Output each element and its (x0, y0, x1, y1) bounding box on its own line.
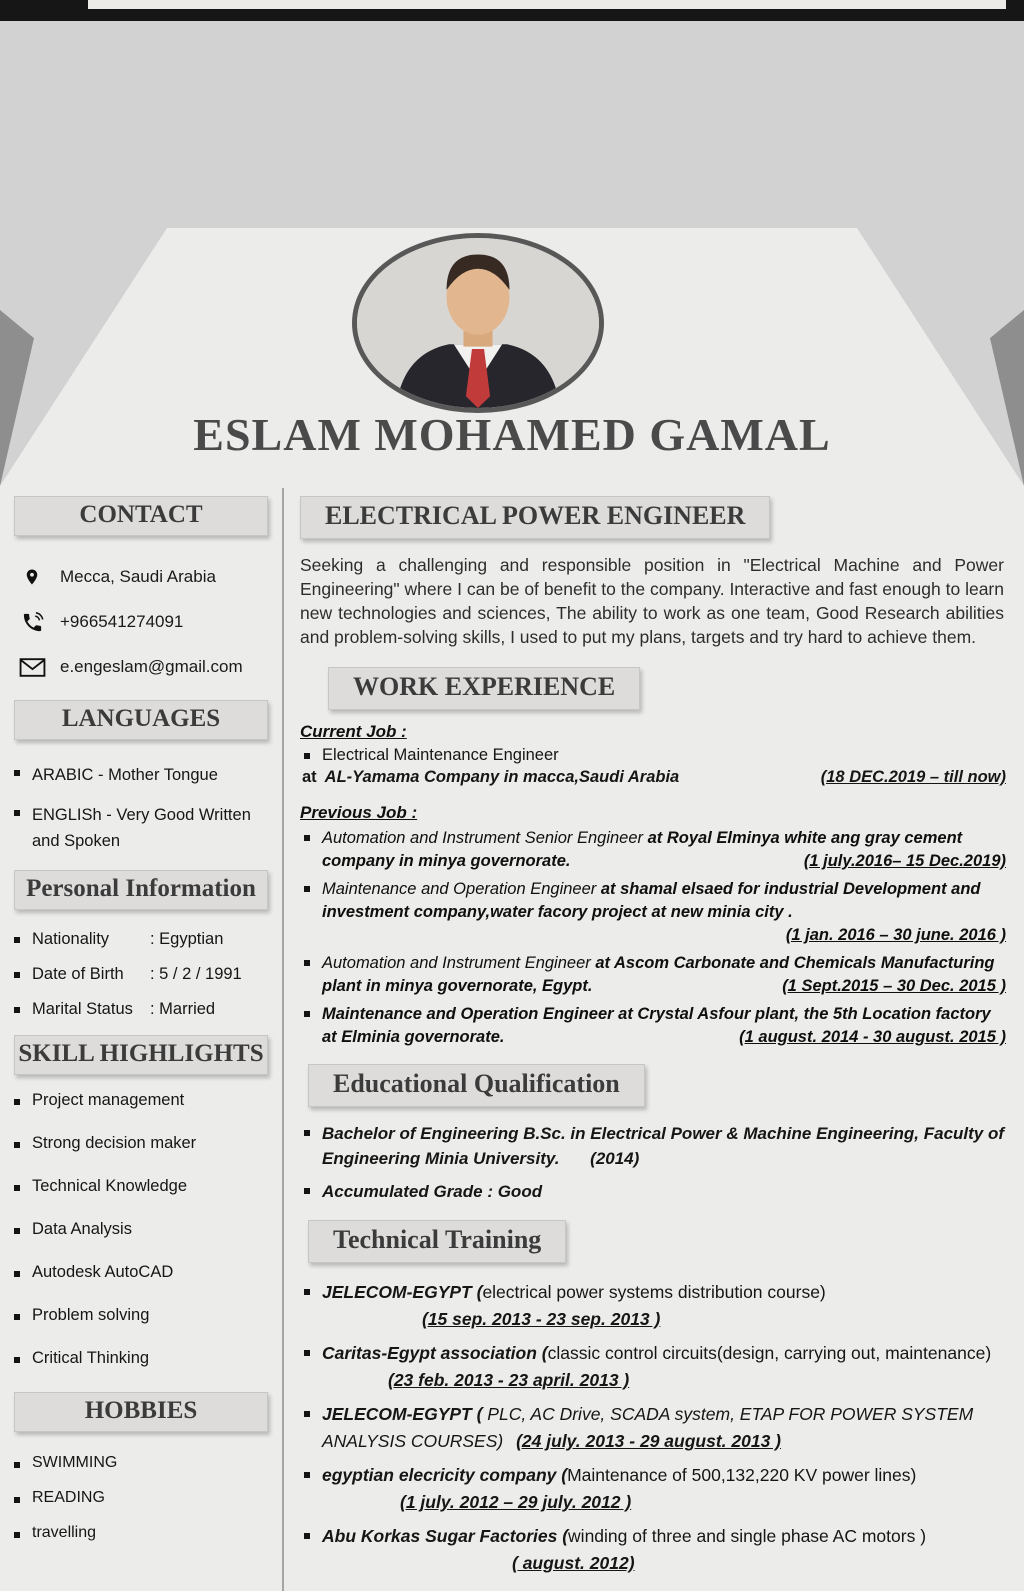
hobby-item (12, 1524, 272, 1542)
education-item (300, 1121, 1006, 1171)
work-entry (300, 952, 1006, 998)
skill-label: Autodesk AutoCAD (32, 1263, 174, 1281)
work-experience-header: WORK EXPERIENCE (328, 667, 640, 710)
training-date: ( august. 2012) (512, 1553, 635, 1573)
bullet-square-icon (14, 1532, 20, 1538)
bullet-square-icon (14, 1314, 20, 1320)
bullet-square-icon (14, 1357, 20, 1363)
language-item (12, 802, 272, 854)
personal-info-value: : Married (150, 1000, 216, 1018)
work-entry-company: at Ascom Carbonate and Chemicals Manufacturing plant in minya governorate, Egypt. (322, 954, 995, 995)
hobby-item (12, 1489, 272, 1507)
languages-section-header: LANGUAGES (14, 700, 268, 740)
education-text: Bachelor of Engineering B.Sc. in Electrical Power & Machine Engineering, Faculty of Engineering Minia University. (322, 1124, 1005, 1168)
bullet-square-icon (304, 1289, 310, 1295)
skill-item (12, 1177, 272, 1196)
hobbies-list (12, 1454, 272, 1542)
training-section-header: Technical Training (308, 1220, 566, 1263)
bullet-square-icon (304, 1533, 310, 1539)
training-desc: Maintenance of 500,132,220 KV power lines) (567, 1465, 917, 1485)
work-entry-title: Maintenance and Operation Engineer (322, 880, 597, 898)
training-desc: classic control circuits(design, carrying out, maintenance) (547, 1343, 992, 1363)
bullet-square-icon (304, 753, 310, 759)
work-entry-date: (1 jan. 2016 – 30 june. 2016 ) (785, 926, 1006, 944)
left-column (0, 488, 284, 1591)
profile-summary: Seeking a challenging and responsible position in "Electrical Machine and Power Engineering" where I can be of benefit to the company. Interactive and fast enough to learn new technologies and sciences, The ability to work as one team, Good Research abilities and problem-solving skills, I used to put my plans, targets and try hard to achieve them. (300, 555, 1004, 647)
hobbies-section-header: HOBBIES (14, 1392, 268, 1432)
work-entry-date: (1 Sept.2015 – 30 Dec. 2015 ) (782, 977, 1006, 995)
personal-info-row (12, 930, 272, 949)
training-date: (1 july. 2012 – 29 july. 2012 ) (400, 1492, 632, 1512)
bullet-square-icon (14, 972, 20, 978)
job-title-header: ELECTRICAL POWER ENGINEER (300, 496, 770, 539)
bullet-square-icon (304, 1472, 310, 1478)
training-desc: PLC, AC Drive, SCADA system, ETAP FOR POWER SYSTEM ANALYSIS COURSES) (322, 1404, 974, 1451)
training-name: Abu Korkas Sugar Factories ( (322, 1526, 569, 1546)
personal-info-label: Nationality (32, 930, 110, 948)
training-date: (23 feb. 2013 - 23 april. 2013 ) (388, 1370, 630, 1390)
at-word: at (302, 768, 317, 786)
training-name: JELECOM-EGYPT ( (322, 1404, 483, 1424)
contact-location-text: Mecca, Saudi Arabia (60, 567, 216, 586)
education-text: Accumulated Grade : Good (322, 1182, 543, 1201)
skill-item (12, 1306, 272, 1325)
personal-info-row (12, 1000, 272, 1019)
personal-info-section-header: Personal Information (14, 870, 268, 910)
bullet-square-icon (14, 1142, 20, 1148)
language-label: ARABIC - Mother Tongue (32, 766, 218, 784)
contact-row-email (16, 652, 272, 682)
bullet-square-icon (304, 1411, 310, 1417)
skill-item (12, 1349, 272, 1368)
work-entry-date: (1 august. 2014 - 30 august. 2015 ) (739, 1028, 1006, 1046)
personal-info-label: Marital Status (32, 1000, 133, 1018)
current-job-role (300, 746, 1006, 765)
profile-photo (352, 233, 604, 413)
hobby-label: SWIMMING (32, 1454, 118, 1471)
portrait-placeholder-image (357, 238, 599, 408)
bullet-square-icon (14, 1497, 20, 1503)
skill-label: Critical Thinking (32, 1349, 150, 1367)
bullet-square-icon (14, 1271, 20, 1277)
bullet-square-icon (304, 1011, 310, 1017)
personal-info-value: : 5 / 2 / 1991 (150, 965, 242, 983)
language-item (12, 762, 272, 788)
skill-item (12, 1134, 272, 1153)
training-name: egyptian elecricity company ( (322, 1465, 568, 1485)
cv-body (0, 488, 1024, 1591)
skill-label: Problem solving (32, 1306, 150, 1324)
email-icon (16, 657, 48, 678)
training-item (300, 1401, 1006, 1455)
contact-row-phone (16, 607, 272, 637)
language-label: ENGLISh - Very Good Written and Spoken (32, 806, 251, 850)
bullet-square-icon (304, 960, 310, 966)
work-entry-company: Maintenance and Operation Engineer at Crystal Asfour plant, the 5th Location factory at Elminia governorate. (322, 1005, 991, 1046)
skill-label: Strong decision maker (32, 1134, 197, 1152)
personal-info-list (12, 930, 272, 1019)
current-role-text: Electrical Maintenance Engineer (322, 746, 559, 764)
training-desc: winding of three and single phase AC motors ) (568, 1526, 927, 1546)
hobby-label: travelling (32, 1524, 97, 1541)
training-name: JELECOM-EGYPT ( (322, 1282, 483, 1302)
bullet-square-icon (14, 770, 20, 776)
contact-email-text: e.engeslam@gmail.com (60, 657, 243, 676)
skill-item (12, 1091, 272, 1110)
location-icon (16, 565, 48, 589)
work-entry-date: (1 july.2016– 15 Dec.2019) (803, 852, 1006, 870)
training-date: (15 sep. 2013 - 23 sep. 2013 ) (422, 1309, 661, 1329)
candidate-name: ESLAM MOHAMED GAMAL (193, 409, 831, 460)
phone-icon (16, 611, 48, 634)
training-item (300, 1279, 1006, 1333)
work-entry (300, 1003, 1006, 1049)
work-entry-title: Automation and Instrument Senior Engineer (322, 829, 644, 847)
skills-section-header: SKILL HIGHLIGHTS (14, 1035, 268, 1075)
work-entry-company: at shamal elsaed for industrial Development and investment company,water facory project at new minia city . (322, 880, 981, 921)
bullet-square-icon (14, 1228, 20, 1234)
bullet-square-icon (304, 1130, 310, 1136)
work-entry (300, 827, 1006, 873)
work-entry-company: at Royal Elminya white ang gray cement company in minya governorate. (322, 829, 963, 870)
skills-list (12, 1091, 272, 1368)
bullet-square-icon (304, 835, 310, 841)
hobby-item (12, 1454, 272, 1472)
training-item (300, 1523, 1006, 1577)
right-column (284, 488, 1024, 1591)
bullet-square-icon (14, 810, 20, 816)
current-job-company-line (302, 768, 1006, 787)
skill-label: Project management (32, 1091, 185, 1109)
hobby-label: READING (32, 1489, 105, 1506)
bullet-square-icon (304, 1350, 310, 1356)
bullet-square-icon (14, 1099, 20, 1105)
work-entry-title: Automation and Instrument Engineer (322, 954, 591, 972)
work-entry (300, 878, 1006, 947)
bullet-square-icon (14, 1185, 20, 1191)
bullet-square-icon (304, 886, 310, 892)
training-name: Caritas-Egypt association ( (322, 1343, 548, 1363)
bullet-square-icon (14, 937, 20, 943)
training-item (300, 1462, 1006, 1516)
training-desc: electrical power systems distribution course) (482, 1282, 826, 1302)
scan-top-bar (0, 0, 1024, 21)
personal-info-value: : Egyptian (150, 930, 224, 948)
education-section-header: Educational Qualification (308, 1064, 645, 1107)
current-company-text: AL-Yamama Company in macca,Saudi Arabia (324, 768, 680, 786)
training-item (300, 1340, 1006, 1394)
training-date: (24 july. 2013 - 29 august. 2013 ) (516, 1431, 782, 1451)
bullet-square-icon (14, 1007, 20, 1013)
contact-phone-text: +966541274091 (60, 612, 184, 631)
bullet-square-icon (304, 1188, 310, 1194)
contact-list (12, 562, 272, 682)
skill-item (12, 1263, 272, 1282)
contact-section-header: CONTACT (14, 496, 268, 536)
current-job-date: (18 DEC.2019 – till now) (820, 768, 1006, 786)
skill-label: Technical Knowledge (32, 1177, 188, 1195)
bullet-square-icon (14, 1462, 20, 1468)
previous-job-label: Previous Job : (300, 803, 418, 822)
skill-label: Data Analysis (32, 1220, 132, 1238)
education-year: (2014) (590, 1149, 640, 1168)
personal-info-row (12, 965, 272, 984)
skill-item (12, 1220, 272, 1239)
current-job-label: Current Job : (300, 722, 407, 741)
contact-row-location (16, 562, 272, 592)
education-item (300, 1179, 1006, 1204)
languages-list (12, 762, 272, 854)
personal-info-label: Date of Birth (32, 965, 124, 983)
scan-top-light-strip (88, 0, 1006, 9)
